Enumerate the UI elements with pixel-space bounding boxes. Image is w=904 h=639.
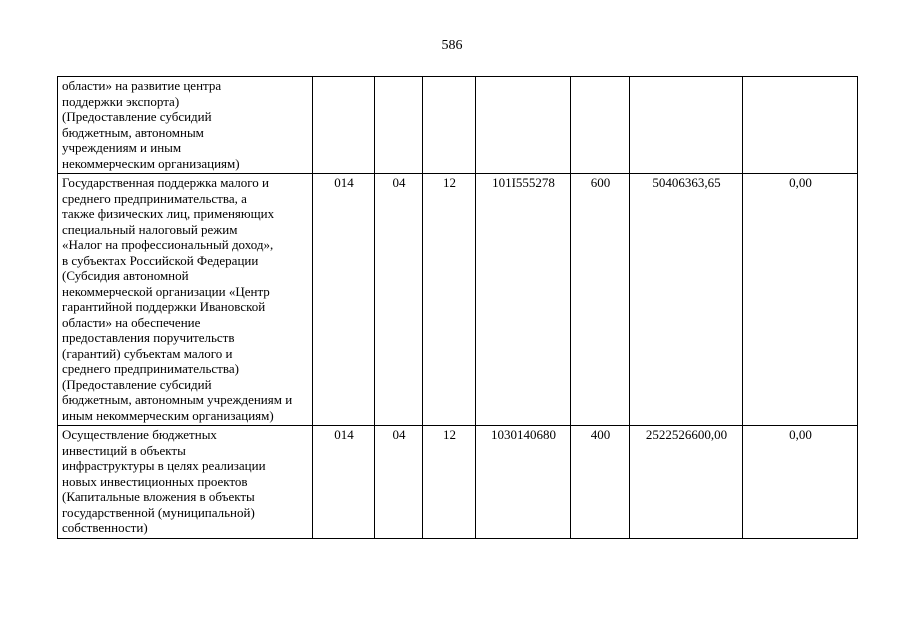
description-line: гарантийной поддержки Ивановской [62,299,266,314]
description-line: Государственная поддержка малого и [62,175,269,190]
amount-cell [630,77,743,174]
table-row [58,77,858,174]
description-line: учреждениям и иным [62,140,182,155]
subsection-cell [423,77,476,174]
description-line: (Предоставление субсидий [62,109,212,124]
subsection-cell: 12 [423,426,476,539]
amount-cell: 2522526600,00 [630,426,743,539]
description-line: в субъектах Российской Федерации [62,252,259,268]
table-row [58,426,858,539]
description-line: Осуществление бюджетных [62,427,217,442]
description-cell [58,77,313,174]
target-article-cell [476,77,571,174]
description-line: (Капитальные вложения в объекты [62,489,255,504]
description-line: некоммерческой организации «Центр [62,283,270,299]
description-line: иным некоммерческим организациям) [62,407,274,423]
target-article-cell: 1030140680 [476,426,571,539]
description-line: инфраструктуры в целях реализации [62,458,266,473]
description-line: также физических лиц, применяющих [62,206,275,221]
description-line: (Субсидия автономной [62,268,189,283]
section-cell [375,77,423,174]
page-number: 586 [441,38,463,53]
description-cell [58,174,313,426]
second-amount-cell: 0,00 [743,426,858,539]
description-line: среднего предпринимательства, а [62,190,247,206]
table-row [58,174,858,426]
description-line: области» на обеспечение [62,314,201,330]
description-line: «Налог на профессиональный доход», [62,237,274,252]
description-line: (гарантий) субъектам малого и [62,345,233,361]
description-line: бюджетным, автономным [62,124,204,140]
second-amount-cell: 0,00 [743,174,858,426]
description-line: некоммерческим организациям) [62,155,240,171]
section-cell: 04 [375,426,423,539]
section-cell: 04 [375,174,423,426]
description-line: специальный налоговый режим [62,221,238,237]
description-line: бюджетным, автономным учреждениям и [62,392,293,407]
ministry-code-cell: 014 [313,426,375,539]
description-line: среднего предпринимательства) [62,361,239,376]
description-line: новых инвестиционных проектов [62,473,248,489]
description-line: собственности) [62,520,148,535]
description-cell [58,426,313,539]
description-line: инвестиций в объекты [62,442,186,458]
second-amount-cell [743,77,858,174]
description-line: области» на развитие центра [62,78,222,93]
description-line: (Предоставление субсидий [62,376,212,392]
subsection-cell: 12 [423,174,476,426]
expense-type-cell: 400 [571,426,630,539]
description-line: поддержки экспорта) [62,93,180,109]
description-line: предоставления поручительств [62,330,235,345]
ministry-code-cell [313,77,375,174]
amount-cell: 50406363,65 [630,174,743,426]
description-line: государственной (муниципальной) [62,504,255,520]
budget-table [57,76,858,539]
target-article-cell: 101I555278 [476,174,571,426]
expense-type-cell: 600 [571,174,630,426]
ministry-code-cell: 014 [313,174,375,426]
expense-type-cell [571,77,630,174]
